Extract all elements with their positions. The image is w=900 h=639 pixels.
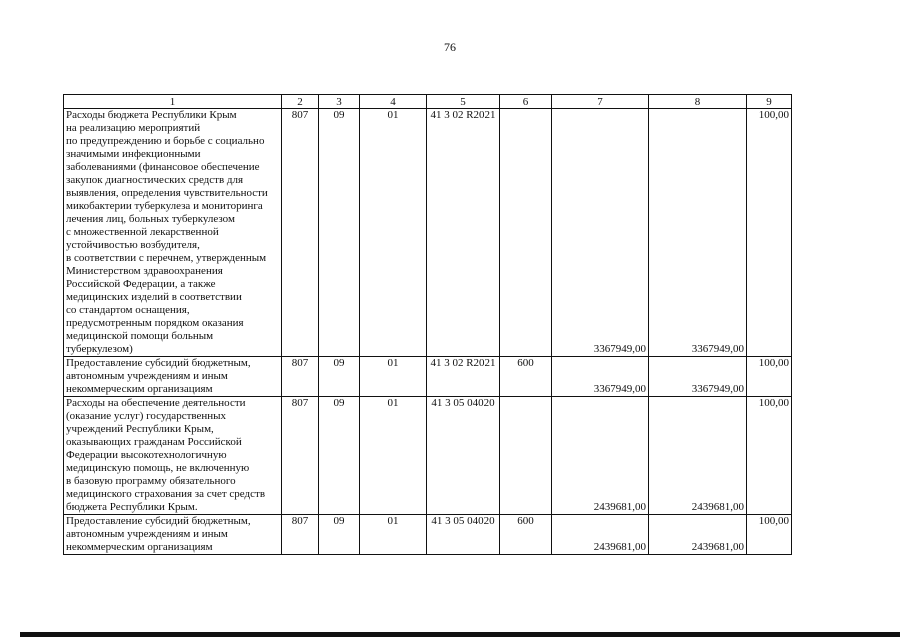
header-col-2: 2: [282, 95, 319, 109]
row-actual-amount: 2439681,00: [649, 397, 747, 515]
header-col-8: 8: [649, 95, 747, 109]
table-header: [64, 95, 792, 109]
row-subsection-code: 01: [360, 357, 427, 397]
row-expense-type-code: 600: [500, 515, 552, 555]
header-col-7: 7: [552, 95, 649, 109]
row-description: Расходы на обеспечение деятельности (оказание услуг) государственных учреждений Республики Крым, оказывающих гражданам Российской Федерации высокотехнологичную медицинскую помощь, не включенную в базовую программу обязательного медицинского страхования за счет средств бюджета Республики Крым.: [64, 397, 282, 515]
row-description: Расходы бюджета Республики Крым на реализацию мероприятий по предупреждению и борьбе с социально значимыми инфекционными заболеваниями (финансовое обеспечение закупок диагностических средств для выявления, определения чувствительности микобактерии туберкулеза и мониторинга лечения лиц, больных туберкулезом с множественной лекарственной устойчивостью возбудителя, в соответствии с перечнем, утвержденным Министерством здравоохранения Российской Федерации, а также медицинских изделий в соответствии со стандартом оснащения, предусмотренным порядком оказания медицинской помощи больным туберкулезом): [64, 109, 282, 357]
row-section-code: 09: [319, 397, 360, 515]
row-actual-amount: 3367949,00: [649, 109, 747, 357]
header-row: [64, 95, 792, 109]
row-actual-amount: 3367949,00: [649, 357, 747, 397]
row-ministry-code: 807: [282, 109, 319, 357]
table-row: [64, 109, 792, 357]
row-subsection-code: 01: [360, 515, 427, 555]
row-subsection-code: 01: [360, 397, 427, 515]
table-row: [64, 515, 792, 555]
row-percent: 100,00: [747, 515, 792, 555]
header-col-9: 9: [747, 95, 792, 109]
header-col-6: 6: [500, 95, 552, 109]
row-expense-type-code: [500, 109, 552, 357]
header-col-1: 1: [64, 95, 282, 109]
header-col-3: 3: [319, 95, 360, 109]
table-body: [64, 109, 792, 555]
bottom-scan-edge: [20, 632, 900, 637]
row-percent: 100,00: [747, 397, 792, 515]
header-col-4: 4: [360, 95, 427, 109]
row-actual-amount: 2439681,00: [649, 515, 747, 555]
row-planned-amount: 3367949,00: [552, 109, 649, 357]
row-percent: 100,00: [747, 357, 792, 397]
row-ministry-code: 807: [282, 515, 319, 555]
row-subsection-code: 01: [360, 109, 427, 357]
row-target-code: 41 3 02 R2021: [427, 109, 500, 357]
row-percent: 100,00: [747, 109, 792, 357]
row-target-code: 41 3 05 04020: [427, 515, 500, 555]
table-row: [64, 357, 792, 397]
row-description: Предоставление субсидий бюджетным, автономным учреждениям и иным некоммерческим организациям: [64, 357, 282, 397]
page-number: 76: [444, 40, 456, 54]
header-col-5: 5: [427, 95, 500, 109]
row-expense-type-code: [500, 397, 552, 515]
row-expense-type-code: 600: [500, 357, 552, 397]
row-section-code: 09: [319, 515, 360, 555]
row-section-code: 09: [319, 109, 360, 357]
row-target-code: 41 3 02 R2021: [427, 357, 500, 397]
row-ministry-code: 807: [282, 357, 319, 397]
row-planned-amount: 3367949,00: [552, 357, 649, 397]
row-planned-amount: 2439681,00: [552, 397, 649, 515]
row-planned-amount: 2439681,00: [552, 515, 649, 555]
table-row: [64, 397, 792, 515]
row-section-code: 09: [319, 357, 360, 397]
row-target-code: 41 3 05 04020: [427, 397, 500, 515]
row-ministry-code: 807: [282, 397, 319, 515]
budget-table: [63, 94, 792, 555]
row-description: Предоставление субсидий бюджетным, автономным учреждениям и иным некоммерческим организациям: [64, 515, 282, 555]
